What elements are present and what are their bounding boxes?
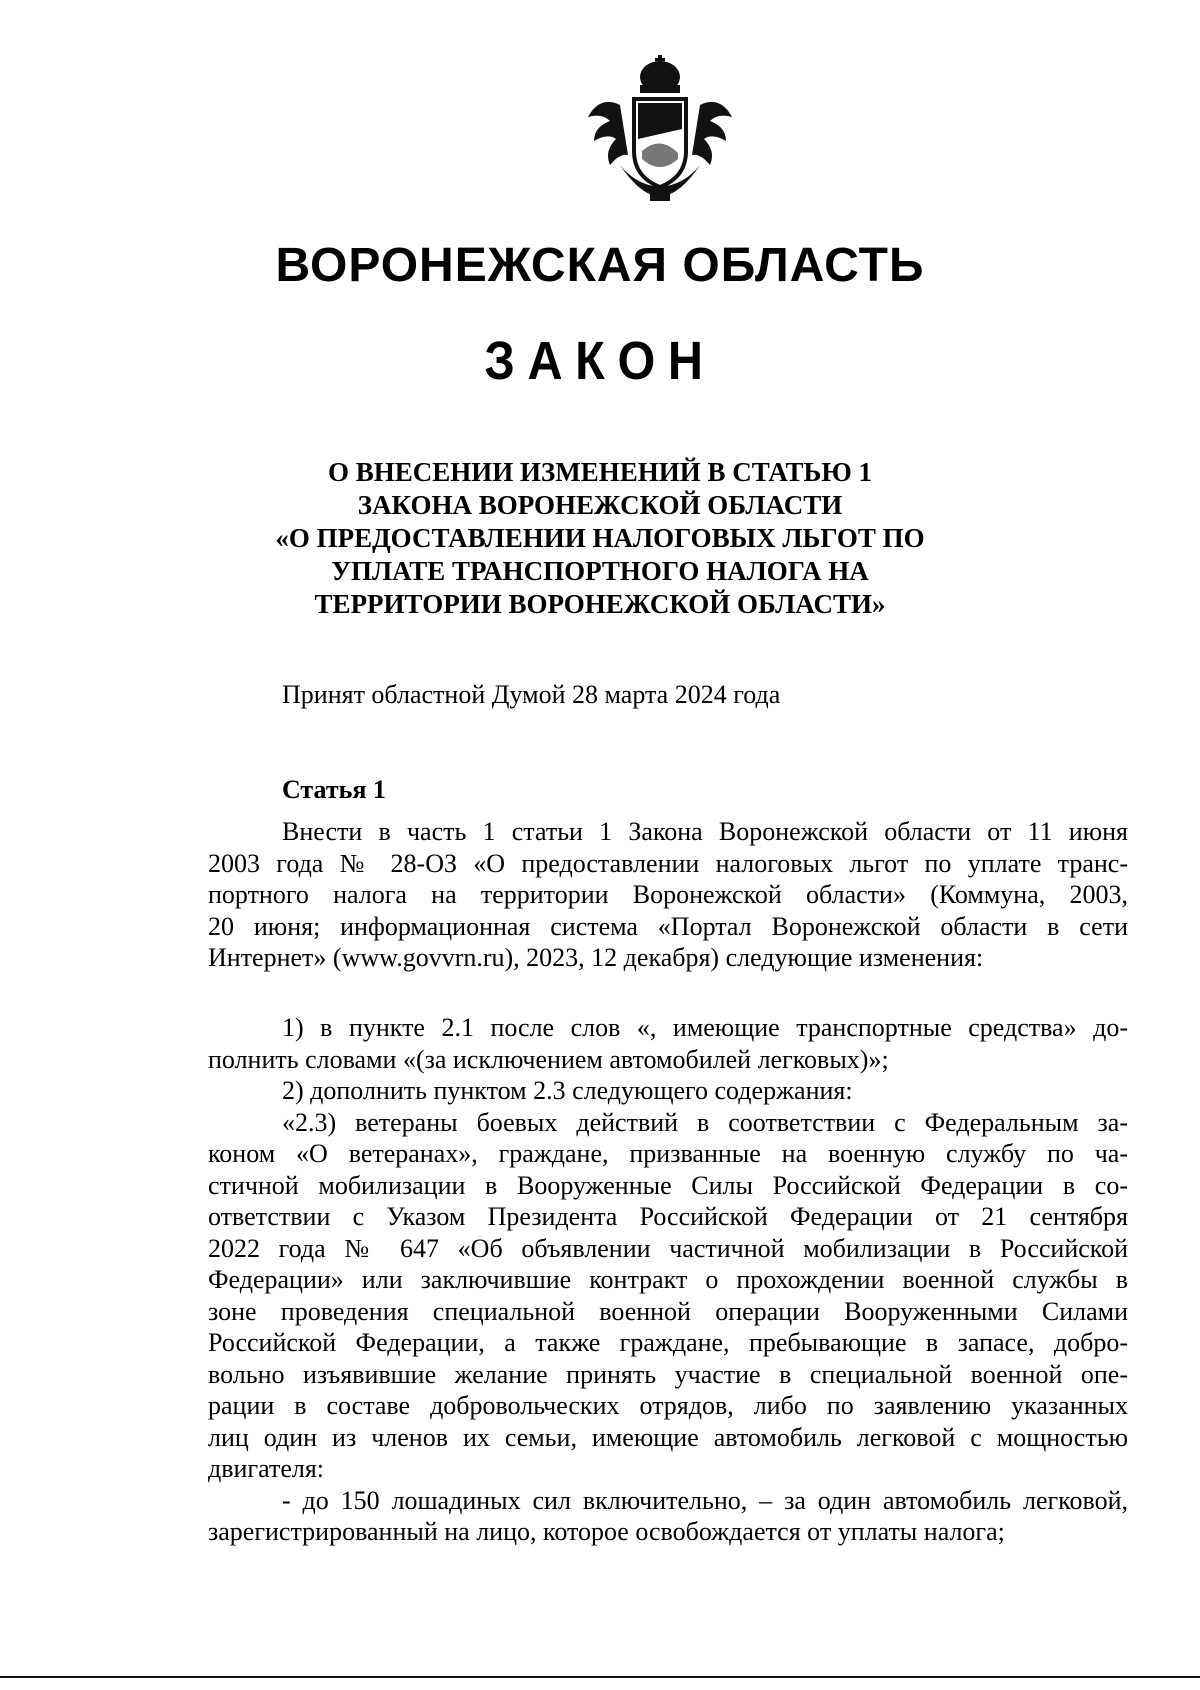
law-subject: [260, 456, 940, 621]
text-line: зарегистрированный на лицо, которое освобождается от уплаты налога;: [208, 1517, 1005, 1546]
subject-line: «О ПРЕДОСТАВЛЕНИИ НАЛОГОВЫХ ЛЬГОТ ПО: [275, 523, 925, 553]
text-line: 2003 года № 28-ОЗ «О предоставлении налоговых льгот по уплате транс-: [208, 848, 1128, 878]
text-line: 1) в пункте 2.1 после слов «, имеющие транспортные средства» до-: [282, 1013, 1128, 1042]
adoption-note: Принят областной Думой 28 марта 2024 года: [282, 680, 781, 709]
coat-of-arms-emblem: [580, 55, 740, 205]
text-line: двигателя:: [208, 1454, 325, 1483]
text-line: 2022 года № 647 «Об объявлении частичной мобилизации в Российской: [208, 1233, 1128, 1263]
text-line: лиц один из членов их семьи, имеющие автомобиль легковой с мощностью: [208, 1422, 1128, 1452]
region-title: ВОРОНЕЖСКАЯ ОБЛАСТЬ: [275, 239, 925, 292]
subject-line: О ВНЕСЕНИИ ИЗМЕНЕНИЙ В СТАТЬЮ 1: [327, 457, 873, 487]
text-line: вольно изъявившие желание принять участие в специальной военной опе-: [208, 1359, 1128, 1389]
text-line: Внести в часть 1 статьи 1 Закона Воронежской области от 11 июня: [282, 817, 1128, 846]
subject-line: ЗАКОНА ВОРОНЕЖСКОЙ ОБЛАСТИ: [357, 490, 843, 520]
text-line: - до 150 лошадиных сил включительно, – за один автомобиль легковой,: [282, 1485, 1128, 1515]
text-line: полнить словами «(за исключением автомобилей легковых)»;: [208, 1044, 889, 1074]
text-line: стичной мобилизации в Вооруженные Силы Российской Федерации в со-: [208, 1170, 1128, 1200]
article-heading: Статья 1: [282, 775, 386, 804]
text-line: 2) дополнить пунктом 2.3 следующего содержания:: [282, 1076, 853, 1105]
law-title: ЗАКОН: [484, 331, 716, 391]
subject-line: ТЕРРИТОРИИ ВОРОНЕЖСКОЙ ОБЛАСТИ»: [314, 589, 886, 619]
text-line: рации в составе добровольческих отрядов, либо по заявлению указанных: [208, 1391, 1128, 1420]
amendments-list: [208, 1012, 1128, 1548]
text-line: Федерации» или заключившие контракт о прохождении военной службы в: [208, 1265, 1128, 1294]
text-line: ответствии с Указом Президента Российской Федерации от 21 сентября: [208, 1202, 1128, 1231]
text-line: коном «О ветеранах», граждане, призванные на военную службу по ча-: [208, 1139, 1128, 1168]
text-line: 20 июня; информационная система «Портал Воронежской области в сети: [208, 911, 1128, 941]
text-line: Российской Федерации, а также граждане, пребывающие в запасе, добро-: [208, 1328, 1128, 1357]
text-line: портного налога на территории Воронежской области» (Коммуна, 2003,: [208, 880, 1128, 909]
subject-line: УПЛАТЕ ТРАНСПОРТНОГО НАЛОГА НА: [331, 556, 869, 586]
text-line: «2.3) ветераны боевых действий в соответствии с Федеральным за-: [282, 1107, 1128, 1137]
page-bottom-rule: [0, 1676, 1200, 1678]
text-line: Интернет» (www.govvrn.ru), 2023, 12 декабря) следующие изменения:: [208, 943, 984, 972]
text-line: зоне проведения специальной военной операции Вооруженными Силами: [208, 1296, 1128, 1326]
article-intro-paragraph: [208, 816, 1128, 974]
